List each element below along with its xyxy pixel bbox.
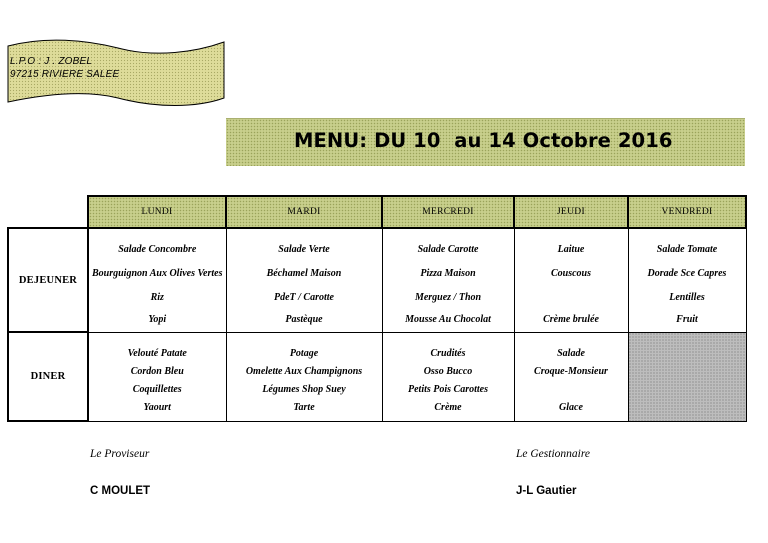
dish-item: Laitue	[557, 243, 585, 255]
dish-item: Bourguignon Aux Olives Vertes	[92, 267, 223, 279]
school-address: 97215 RIVIERE SALEE	[10, 69, 120, 80]
menu-cell	[514, 228, 628, 332]
dish-item: Osso Bucco	[423, 366, 473, 377]
menu-cell	[382, 332, 514, 421]
dish-item: Omelette Aux Champignons	[245, 366, 363, 377]
meal-label-dejeuner: DEJEUNER	[8, 228, 88, 332]
dish-item: Béchamel Maison	[266, 267, 342, 279]
dish-item: Potage	[289, 348, 319, 359]
meal-label-diner: DINER	[8, 332, 88, 421]
dish-item: Tarte	[293, 402, 315, 413]
title-banner	[226, 118, 745, 166]
dish-item: Couscous	[550, 267, 591, 279]
day-header-friday: VENDREDI	[628, 196, 746, 228]
dish-item: Cordon Bleu	[130, 366, 184, 377]
dish-item: Salade Verte	[278, 243, 330, 255]
day-header-tuesday: MARDI	[226, 196, 382, 228]
corner-cell	[8, 196, 88, 228]
dish-item: Pizza Maison	[420, 267, 476, 279]
gestionnaire-role: Le Gestionnaire	[516, 448, 590, 460]
dish-item: Salade Tomate	[656, 243, 718, 255]
dish-item: Crème brulée	[543, 313, 599, 325]
dish-item: Légumes Shop Suey	[262, 384, 346, 395]
dish-item: Petits Pois Carottes	[408, 384, 488, 395]
dish-item: Glace	[559, 402, 583, 413]
dish-item: Salade Carotte	[417, 243, 479, 255]
menu-table	[7, 195, 747, 422]
dish-item: Crudités	[430, 348, 466, 359]
dish-item: PdeT / Carotte	[274, 291, 334, 303]
day-header-wednesday: MERCREDI	[382, 196, 514, 228]
empty-menu-cell	[628, 332, 746, 421]
gestionnaire-name: J-L Gautier	[516, 485, 577, 497]
dish-item: Pastèque	[285, 313, 323, 325]
dish-item: Yaourt	[143, 402, 171, 413]
dish-item: Mousse Au Chocolat	[405, 313, 491, 325]
menu-cell	[382, 228, 514, 332]
dish-item: Salade	[557, 348, 585, 359]
menu-cell	[226, 228, 382, 332]
menu-title: MENU: DU 10 au 14 Octobre 2016	[294, 129, 673, 152]
dish-item: Croque-Monsieur	[534, 366, 608, 377]
dish-item: Yopi	[148, 313, 167, 325]
menu-cell	[88, 332, 226, 421]
dish-item: Dorade Sce Capres	[647, 267, 727, 279]
dish-item: Salade Concombre	[118, 243, 197, 255]
school-banner	[6, 38, 228, 106]
proviseur-role: Le Proviseur	[90, 448, 150, 460]
day-header-monday: LUNDI	[88, 196, 226, 228]
menu-cell	[514, 332, 628, 421]
dish-item: Merguez / Thon	[414, 291, 482, 303]
dish-item: Lentilles	[669, 291, 705, 303]
dish-item	[515, 286, 628, 308]
school-name: L.P.O : J . ZOBEL	[10, 56, 93, 67]
dish-item: Velouté Patate	[127, 348, 187, 359]
day-header-row	[8, 196, 746, 228]
dish-item: Riz	[150, 291, 164, 303]
menu-cell	[88, 228, 226, 332]
dish-item: Fruit	[676, 313, 698, 325]
meal-row-diner	[8, 332, 746, 421]
meal-row-dejeuner	[8, 228, 746, 332]
menu-cell	[628, 228, 746, 332]
dish-item: Coquillettes	[132, 384, 182, 395]
dish-item: Crème	[434, 402, 462, 413]
menu-cell	[226, 332, 382, 421]
dish-item	[515, 381, 628, 399]
proviseur-name: C MOULET	[90, 485, 151, 497]
day-header-thursday: JEUDI	[514, 196, 628, 228]
